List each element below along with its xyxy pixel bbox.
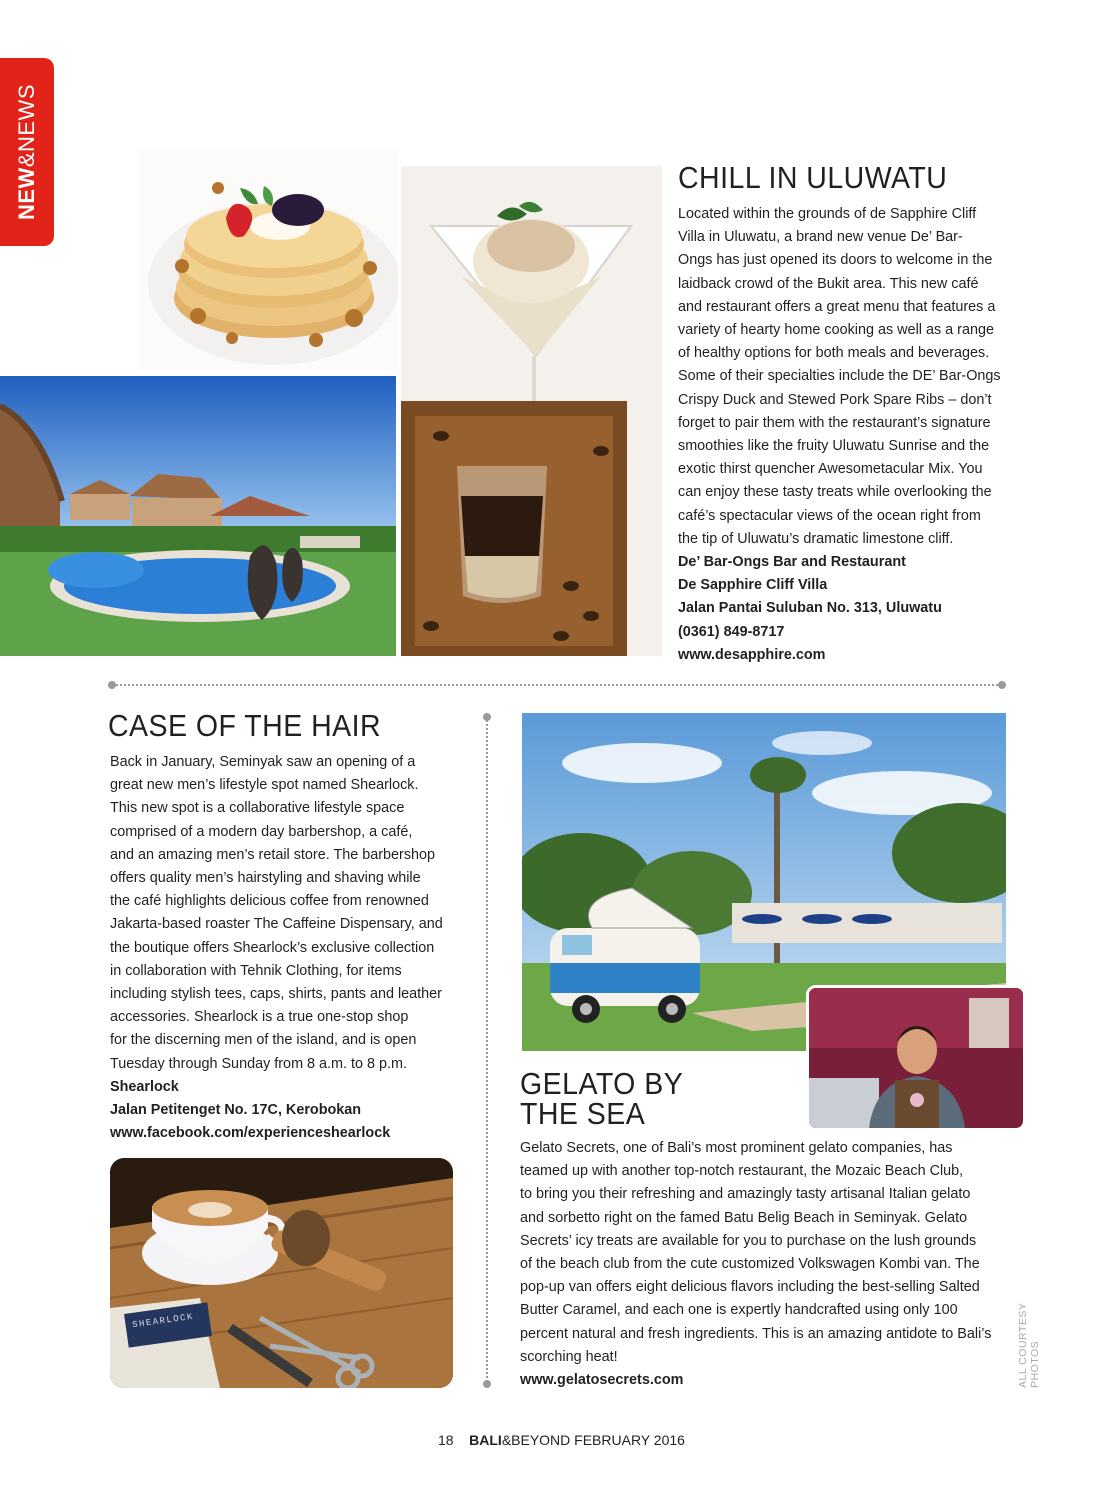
uluwatu-body-line: Villa in Uluwatu, a brand new venue De’ Bar- bbox=[678, 229, 963, 246]
hair-body-line: for the discerning men of the island, and is open bbox=[110, 1032, 417, 1049]
pancakes-photo bbox=[140, 148, 398, 370]
gelato-coffee-photo bbox=[401, 166, 662, 656]
horizontal-divider bbox=[116, 684, 1002, 686]
gelato-body-line: teamed up with another top-notch restaurant, the Mozaic Beach Club, bbox=[520, 1163, 964, 1180]
gelato-chef-photo bbox=[806, 985, 1026, 1131]
gelato-body-line: and sorbetto right on the famed Batu Belig Beach in Seminyak. Gelato bbox=[520, 1209, 968, 1226]
uluwatu-body-line: café’s spectacular views of the ocean right from bbox=[678, 507, 981, 524]
hair-body-text bbox=[110, 751, 470, 1076]
photo-credit: ALL COURTESY PHOTOS bbox=[1017, 1302, 1041, 1388]
hair-address: Jalan Petitenget No. 17C, Kerobokan bbox=[110, 1102, 362, 1119]
hair-body-line: great new men’s lifestyle spot named Shearlock. bbox=[110, 777, 419, 794]
hair-body-line: the café highlights delicious coffee from renowned bbox=[110, 893, 429, 910]
hair-body-line: Jakarta-based roaster The Caffeine Dispensary, and bbox=[110, 916, 443, 933]
vertical-divider bbox=[486, 720, 488, 1382]
uluwatu-body-line: smoothies like the fruity Uluwatu Sunrise and the bbox=[678, 438, 990, 455]
section-tab-label: NEW&NEWS bbox=[14, 83, 39, 221]
hair-body-line: in collaboration with Tehnik Clothing, for items bbox=[110, 962, 402, 979]
uluwatu-body-line: the tip of Uluwatu’s dramatic limestone cliff. bbox=[678, 530, 954, 547]
magazine-issue: &BEYOND FEBRUARY 2016 bbox=[501, 1432, 685, 1448]
hair-body bbox=[110, 751, 470, 1145]
page-number: 18 bbox=[438, 1432, 454, 1448]
uluwatu-location: De Sapphire Cliff Villa bbox=[678, 577, 828, 594]
uluwatu-body-line: forget to pair them with the restaurant’s signature bbox=[678, 414, 991, 431]
uluwatu-body bbox=[678, 203, 1018, 667]
gelato-body-line: percent natural and fresh ingredients. This is an amazing antidote to Bali’s bbox=[520, 1325, 992, 1342]
uluwatu-body-line: Ongs has just opened its doors to welcome in the bbox=[678, 252, 993, 269]
divider-dot-right bbox=[998, 681, 1006, 689]
hair-body-line: This new spot is a collaborative lifestyle space bbox=[110, 800, 405, 817]
hair-body-line: Back in January, Seminyak saw an opening of a bbox=[110, 754, 416, 770]
uluwatu-website[interactable]: www.desapphire.com bbox=[678, 646, 826, 663]
section-tab bbox=[0, 58, 54, 246]
uluwatu-body-line: Some of their specialties include the DE’ Bar-Ongs bbox=[678, 368, 1001, 385]
hair-body-line: Tuesday through Sunday from 8 a.m. to 8 p.m. bbox=[110, 1055, 408, 1072]
gelato-body-line: to bring you their refreshing and amazingly tasty artisanal Italian gelato bbox=[520, 1186, 971, 1203]
uluwatu-body-line: variety of hearty home cooking as well as a range bbox=[678, 322, 994, 339]
barbershop-photo bbox=[110, 1158, 453, 1388]
uluwatu-body-line: and restaurant offers a great menu that features a bbox=[678, 298, 996, 315]
vertical-divider-dot-bottom bbox=[483, 1380, 491, 1388]
gelato-body-line: Secrets’ icy treats are available for you to purchase on the lush grounds bbox=[520, 1232, 977, 1249]
hair-body-line: accessories. Shearlock is a true one-stop shop bbox=[110, 1009, 409, 1026]
resort-pool-photo bbox=[0, 376, 396, 656]
hair-body-line: and an amazing men’s retail store. The barbershop bbox=[110, 846, 436, 863]
uluwatu-phone: (0361) 849-8717 bbox=[678, 623, 785, 640]
magazine-brand: BALI bbox=[469, 1432, 502, 1448]
gelato-body-line: Butter Caramel, and each one is expertly handcrafted using only 100 bbox=[520, 1302, 958, 1319]
gelato-body bbox=[520, 1137, 990, 1392]
gelato-website[interactable]: www.gelatosecrets.com bbox=[520, 1372, 684, 1389]
uluwatu-body-line: exotic thirst quencher Awesometacular Mix. You bbox=[678, 461, 983, 478]
gelato-body-line: of the beach club from the cute customized Volkswagen Kombi van. The bbox=[520, 1256, 980, 1273]
uluwatu-body-line: of healthy options for both meals and beverages. bbox=[678, 345, 990, 362]
uluwatu-body-line: Crispy Duck and Stewed Pork Spare Ribs – don’t bbox=[678, 391, 992, 408]
gelato-body-text bbox=[520, 1137, 990, 1369]
uluwatu-body-line: can enjoy these tasty treats while overlooking the bbox=[678, 484, 992, 501]
hair-body-line: including stylish tees, caps, shirts, pants and leather bbox=[110, 986, 442, 1003]
uluwatu-body-line: Located within the grounds of de Sapphire Cliff bbox=[678, 206, 977, 222]
divider-dot-left bbox=[108, 681, 116, 689]
shearlock-card-text: SHEARLOCK bbox=[131, 1311, 195, 1331]
hair-body-line: the boutique offers Shearlock’s exclusive collection bbox=[110, 939, 435, 956]
hair-body-line: comprised of a modern day barbershop, a café, bbox=[110, 823, 413, 840]
gelato-body-line: Gelato Secrets, one of Bali’s most prominent gelato companies, has bbox=[520, 1140, 953, 1156]
uluwatu-address: Jalan Pantai Suluban No. 313, Uluwatu bbox=[678, 600, 942, 617]
hair-venue: Shearlock bbox=[110, 1078, 179, 1095]
hair-website[interactable]: www.facebook.com/experienceshearlock bbox=[110, 1125, 391, 1142]
uluwatu-headline: CHILL IN ULUWATU bbox=[678, 160, 948, 195]
uluwatu-body-line: laidback crowd of the Bukit area. This new café bbox=[678, 275, 979, 292]
hair-headline: CASE OF THE HAIR bbox=[108, 708, 382, 743]
gelato-body-line: scorching heat! bbox=[520, 1348, 618, 1365]
uluwatu-venue: De’ Bar-Ongs Bar and Restaurant bbox=[678, 554, 906, 571]
gelato-headline-line2: THE SEA bbox=[520, 1096, 646, 1131]
page-footer bbox=[438, 1432, 685, 1448]
uluwatu-body-text bbox=[678, 203, 1018, 551]
gelato-body-line: pop-up van offers eight delicious flavors including the best-selling Salted bbox=[520, 1279, 980, 1296]
hair-body-line: offers quality men’s hairstyling and shaving while bbox=[110, 870, 421, 887]
gelato-headline-line1: GELATO BY bbox=[520, 1066, 684, 1101]
